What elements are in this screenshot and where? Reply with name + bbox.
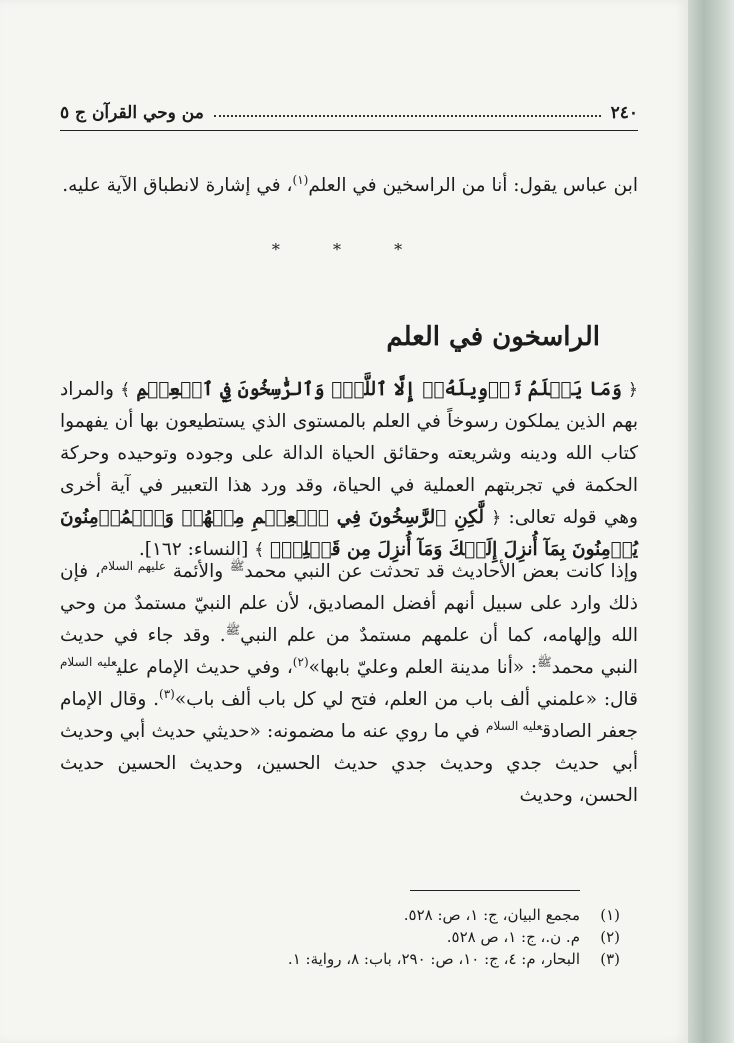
paragraph-2-text-1: وإذا كانت بعض الأحاديث قد تحدثت عن النبي محمد [244,561,638,582]
salutation-symbol: عليه السلام [60,654,117,669]
quran-bracket-open: ﴿ [628,380,639,400]
page-number: ٢٤٠ [610,103,638,123]
quran-verse-1: وَمَا يَعۡلَمُ تَأۡوِيلَهُۥٓ إِلَّا ٱللَّهُۗ وَٱلرَّٰسِخُونَ فِي ٱلۡعِلۡمِ [136,379,622,400]
section-separator: * * * [271,240,427,259]
paragraph-2-text-4: . وقد جاء في حديث النبي محمد [60,625,638,678]
footnote-text: البحار، م: ٤، ج: ١٠، ص: ٢٩٠، باب: ٨، رواية: ١. [287,950,580,968]
footnote-ref-1: (١) [292,172,309,187]
paragraph-1 [60,374,638,566]
footnote-number: (١) [600,906,620,924]
quran-bracket-open-2: ﴿ [491,508,502,528]
footnote-ref-3: (٣) [159,686,175,701]
footnote-text: م. ن.، ج: ١، ص ٥٢٨. [446,928,580,946]
footnote-3 [60,948,620,970]
verse-citation: [النساء: ١٦٢]. [138,539,255,560]
footnote-1 [60,904,620,926]
footnote-rule [410,890,580,891]
paragraph-1-text: والمراد بهم الذين يملكون رسوخاً في العلم بالمستوى الذي يستطيعون بها أن يفهموا كتاب الله ودينه وشريعته وحقائق الحياة الدالة على وجوده وتوحيده وحركة الحكمة في تجربتهم العملية في الحياة، وقد ورد هذا التعبير في آية أخرى وهي قوله تعالى: [60,379,638,528]
running-header [60,96,638,131]
book-title: من وحي القرآن ج ٥ [60,103,204,123]
paragraph-2-text-2: والأئمة [166,561,230,582]
quran-verse-2: لَّٰكِنِ ٱلرَّٰسِخُونَ فِي ٱلۡعِلۡمِ مِنۡهُمۡ وَٱلۡمُؤۡمِنُونَ يُؤۡمِنُونَ بِمَآ أُنزِلَ إِلَيۡكَ وَمَآ أُنزِلَ مِن قَبۡلِكَۚ [60,507,638,560]
intro-paragraph [60,170,638,202]
paragraph-2-text-8: . وقال الإمام جعفر الصادق [60,689,638,742]
paragraph-2-text-3: ، فإن ذلك وارد على سبيل أنهم أفضل المصاديق، لأن علم النبيّ مستمدٌ من وحي الله وإلهامه، كما أن علمهم مستمدٌ من علم النبي [60,561,638,646]
intro-text-1: ابن عباس يقول: أنا من الراسخين في العلم [308,175,638,196]
paragraph-2-text-7: قال: «علمني ألف باب من العلم، فتح لي كل باب ألف باب» [174,689,638,710]
footnote-text: مجمع البيان، ج: ١، ص: ٥٢٨. [403,906,580,924]
salutation-symbol: ﷺ [225,622,241,637]
footnote-ref-2: (٢) [292,654,309,669]
header-dot-leader [214,109,601,117]
section-heading: الراسخون في العلم [386,322,600,352]
book-spine-edge [688,0,734,1043]
paragraph-2-text-5: : «أنا مدينة العلم وعليّ بابها» [308,657,538,678]
salutation-symbol: عليهم السلام [100,558,167,573]
quran-bracket-close-2: ﴾ [254,540,265,560]
paragraph-2-text-9: في ما روي عنه ما مضمونه: «حديثي حديث أبي وحديث أبي حديث جدي وحديث جدي حديث الحسين، وحديث الحسين حديث الحسن، وحديث [60,721,638,806]
footnotes [60,904,620,970]
salutation-symbol: ﷺ [537,654,552,669]
intro-text-2: ، في إشارة لانطباق الآية عليه. [62,175,293,196]
salutation-symbol: عليه السلام [486,718,543,733]
quran-bracket-close: ﴾ [120,380,131,400]
paragraph-2 [60,556,638,812]
footnote-number: (٣) [600,950,620,968]
paragraph-2-text-6: ، وفي حديث الإمام علي [116,657,293,678]
footnote-number: (٢) [600,928,620,946]
salutation-symbol: ﷺ [229,558,245,573]
footnote-2 [60,926,620,948]
